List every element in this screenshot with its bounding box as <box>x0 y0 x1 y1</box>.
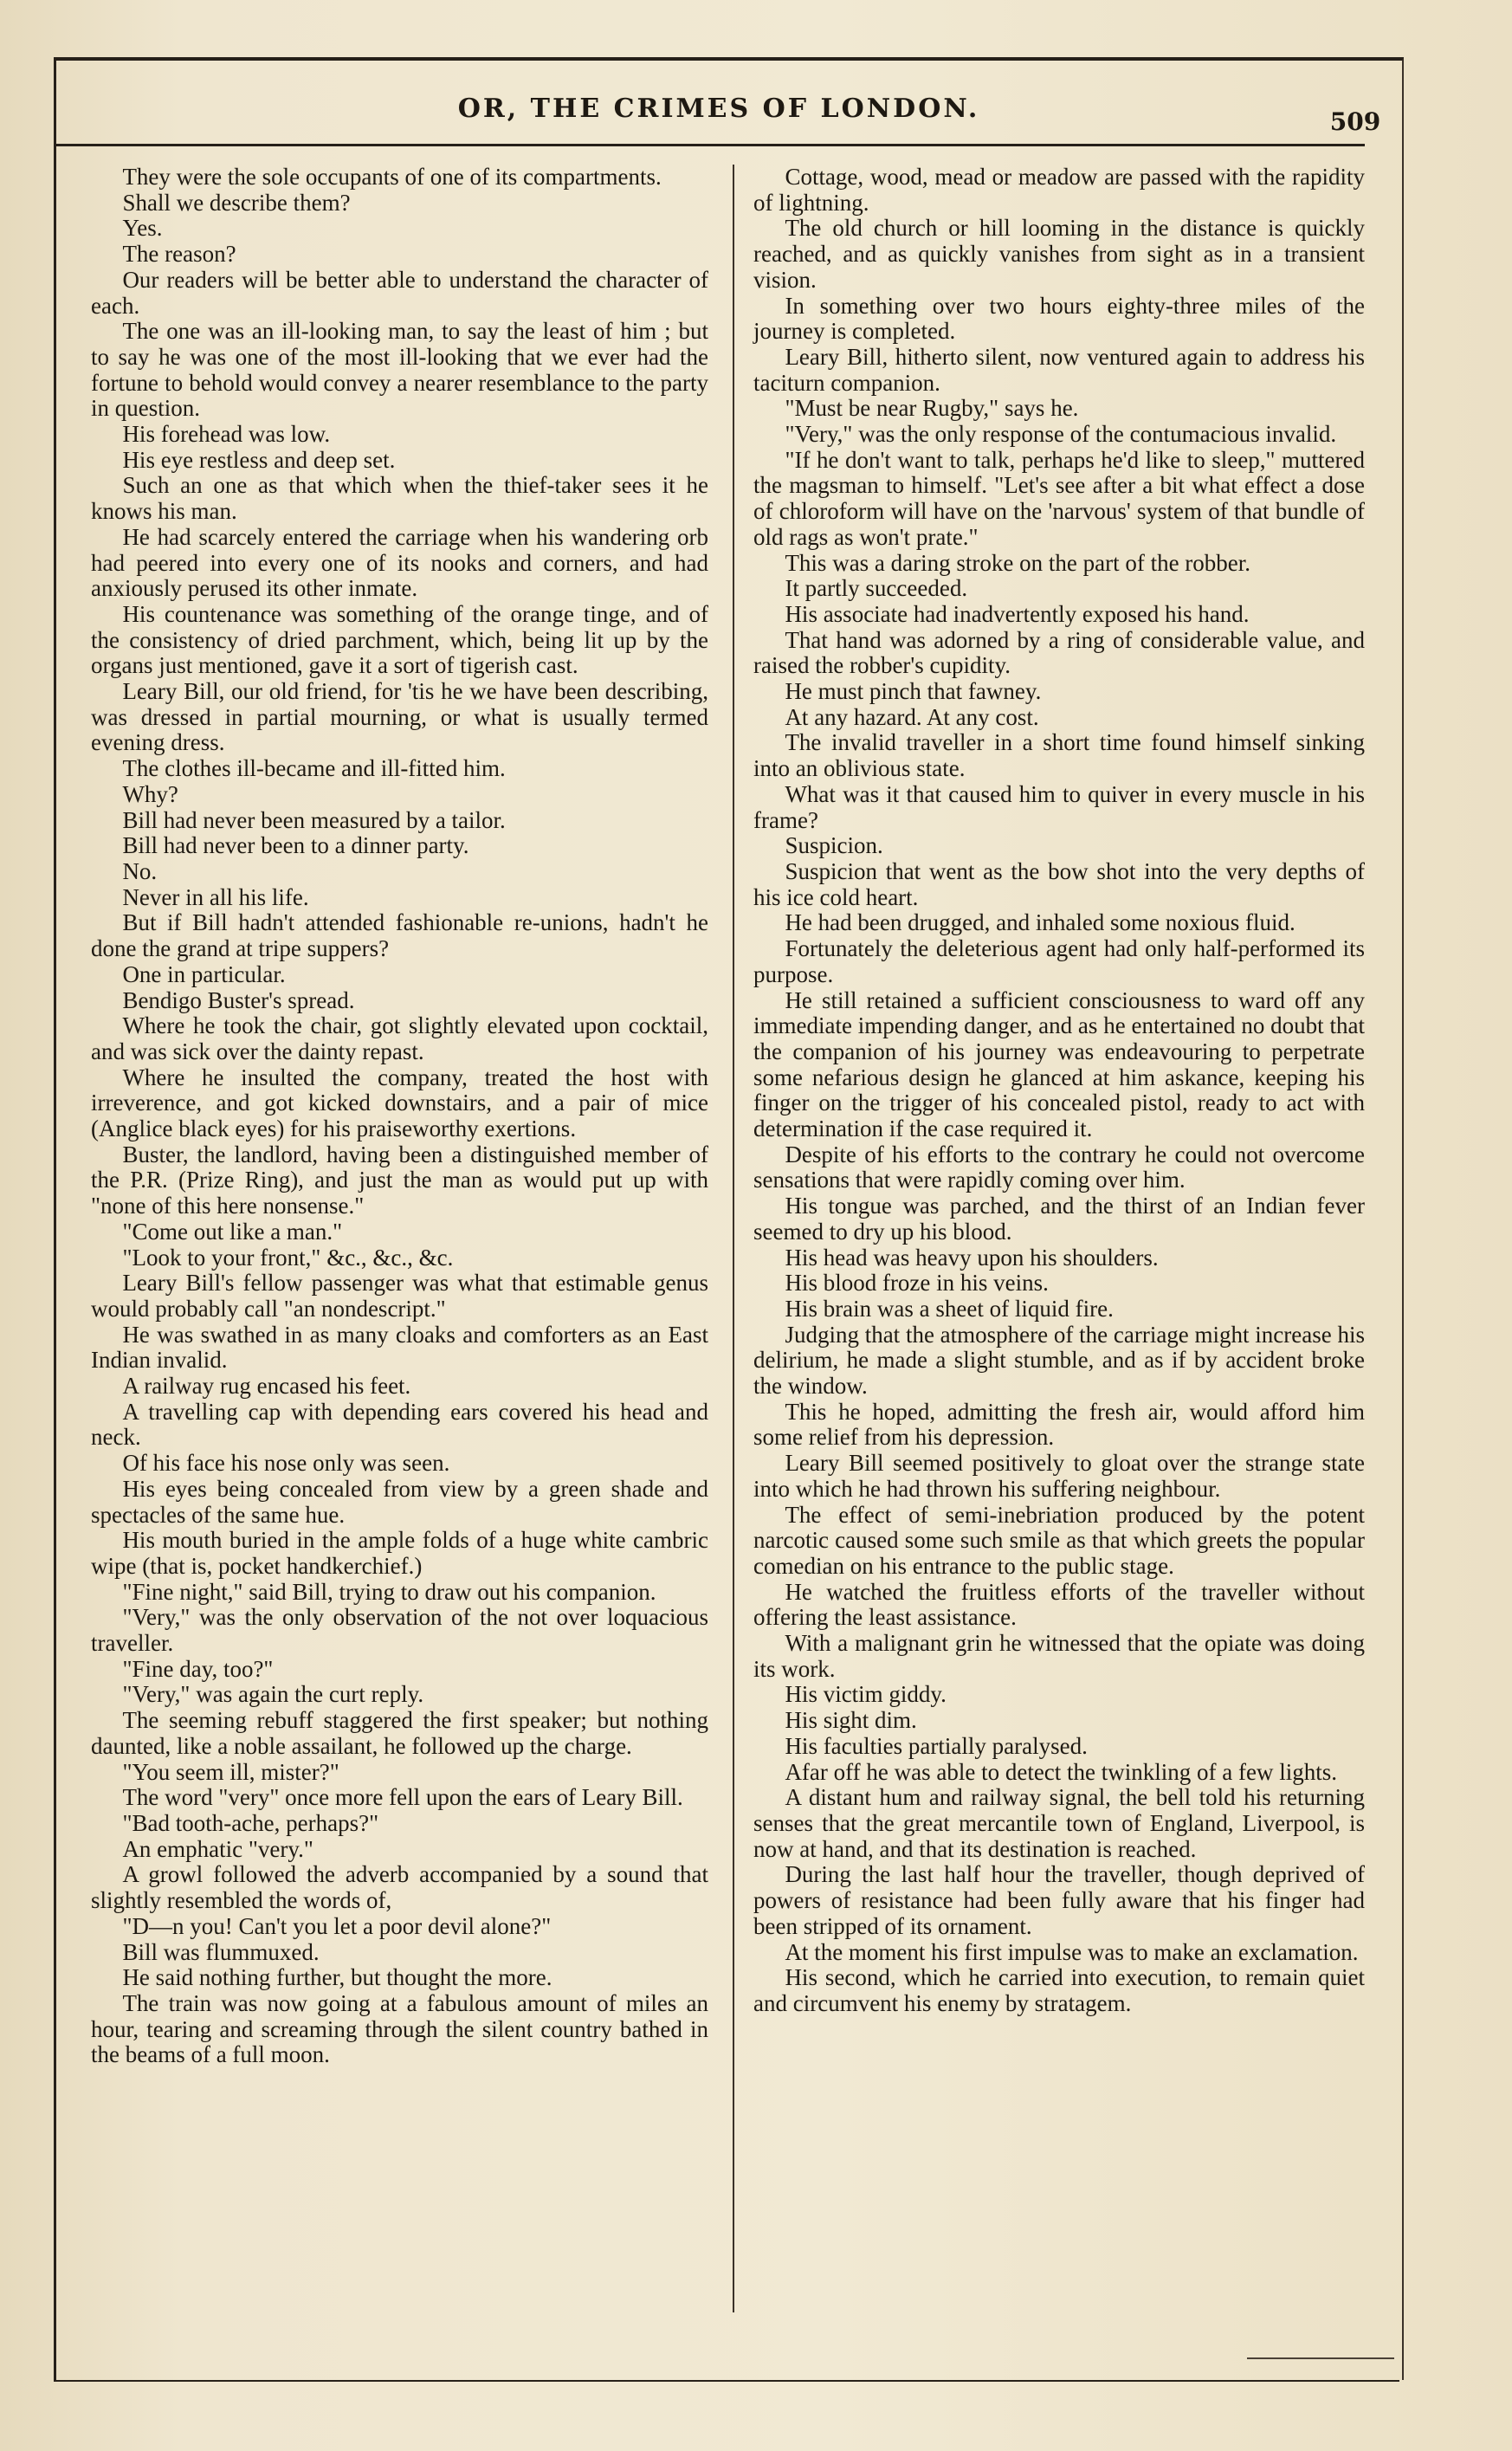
paragraph: One in particular. <box>122 960 286 987</box>
paragraph: His faculties partially paralysed. <box>785 1732 1088 1759</box>
paragraph: At the moment his first impulse was to make an exclamation. <box>785 1938 1359 1965</box>
paragraph: Never in all his life. <box>122 883 309 910</box>
paragraph: Why? <box>122 780 178 807</box>
header-rule <box>54 144 1365 146</box>
paragraph: Shall we describe them? <box>122 189 351 216</box>
paragraph: But if Bill hadn't attended fashionable re-unions, hadn't he done the grand at tripe suppers? <box>91 909 708 962</box>
paragraph: Leary Bill, our old friend, for 'tis he we have been describing, was dressed in partial mourning, or what is usually termed evening dress. <box>91 678 708 756</box>
paragraph: Despite of his efforts to the contrary he could not overcome sensations that were rapidly coming over him. <box>753 1141 1365 1193</box>
paragraph: "D—n you! Can't you let a poor devil alone?" <box>122 1912 552 1939</box>
paragraph: "Very," was again the curt reply. <box>122 1681 424 1708</box>
paragraph: His eye restless and deep set. <box>122 446 396 473</box>
paragraph: Cottage, wood, mead or meadow are passed with the rapidity of lightning. <box>753 164 1365 216</box>
running-title: OR, THE CRIMES OF LONDON. <box>457 94 980 124</box>
paragraph: He had been drugged, and inhaled some noxious fluid. <box>785 909 1296 936</box>
paragraph: No. <box>122 857 158 884</box>
paragraph: "Bad tooth-ache, perhaps?" <box>122 1810 379 1836</box>
paragraph: The effect of semi-inebriation produced by the potent narcotic caused some such smile as that which greets the popular comedian on his entrance to the public stage. <box>753 1501 1365 1579</box>
paragraph: Fortunately the deleterious agent had only half-performed its purpose. <box>753 935 1365 987</box>
paragraph: This he hoped, admitting the fresh air, would afford him some relief from his depression. <box>753 1398 1365 1451</box>
paragraph: "Look to your front," &c., &c., &c. <box>122 1244 454 1271</box>
paragraph: Where he took the chair, got slightly elevated upon cocktail, and was sick over the dainty repast. <box>91 1012 708 1064</box>
paragraph: "Very," was the only response of the contumacious invalid. <box>785 421 1337 448</box>
paragraph: Suspicion. <box>785 832 883 859</box>
paragraph: Judging that the atmosphere of the carriage might increase his delirium, he made a slight stumble, and as if by accident broke the window. <box>753 1321 1365 1400</box>
paragraph: Bill was flummuxed. <box>122 1938 320 1965</box>
paragraph: The seeming rebuff staggered the first speaker; but nothing daunted, like a noble assailant, he followed up the charge. <box>91 1707 708 1759</box>
paragraph: His second, which he carried into execution, to remain quiet and circumvent his enemy by stratagem. <box>753 1964 1365 2016</box>
paragraph: A travelling cap with depending ears covered his head and neck. <box>91 1398 708 1451</box>
paragraph: "You seem ill, mister?" <box>122 1758 339 1785</box>
left-column <box>91 165 708 2068</box>
paragraph: At any hazard. At any cost. <box>785 703 1039 730</box>
paragraph: He watched the fruitless efforts of the traveller without offering the least assistance. <box>753 1578 1365 1631</box>
paragraph: Yes. <box>122 215 163 242</box>
paragraph: His mouth buried in the ample folds of a huge white cambric wipe (that is, pocket handkerchief.) <box>91 1527 708 1579</box>
paragraph: The reason? <box>122 241 236 268</box>
paragraph: In something over two hours eighty-three miles of the journey is completed. <box>753 292 1365 345</box>
paragraph: A distant hum and railway signal, the bell told his returning senses that the great mercantile town of England, Liverpool, is now at hand, and that its destination is reached. <box>753 1784 1365 1862</box>
paragraph: A railway rug encased his feet. <box>122 1373 411 1400</box>
paragraph: Our readers will be better able to understand the character of each. <box>91 266 708 319</box>
paragraph: He had scarcely entered the carriage when his wandering orb had peered into every one of its nooks and corners, and had anxiously perused its other inmate. <box>91 523 708 602</box>
paragraph: Buster, the landlord, having been a distinguished member of the P.R. (Prize Ring), and just the man as would put up with "none of this here nonsense." <box>91 1141 708 1219</box>
paragraph: This was a daring stroke on the part of the robber. <box>785 549 1251 576</box>
paragraph: "Very," was the only observation of the not over loquacious traveller. <box>91 1604 708 1657</box>
paragraph: The one was an ill-looking man, to say the least of him ; but to say he was one of the most ill-looking that we ever had the fortune to behold would convey a nearer resemblance to the party in question. <box>91 318 708 422</box>
paragraph: His brain was a sheet of liquid fire. <box>785 1295 1114 1322</box>
paragraph: What was it that caused him to quiver in every muscle in his frame? <box>753 780 1365 833</box>
paragraph: "Must be near Rugby," says he. <box>785 395 1079 422</box>
paragraph: That hand was adorned by a ring of considerable value, and raised the robber's cupidity. <box>753 626 1365 679</box>
paragraph: He said nothing further, but thought the more. <box>122 1964 552 1991</box>
paragraph: He must pinch that fawney. <box>785 678 1042 705</box>
paragraph: His blood froze in his veins. <box>785 1270 1049 1297</box>
column-divider <box>733 165 734 2312</box>
paragraph: Leary Bill seemed positively to gloat over the strange state into which he had thrown his suffering neighbour. <box>753 1450 1365 1502</box>
paragraph: A growl followed the adverb accompanied by a sound that slightly resembled the words of, <box>91 1861 708 1914</box>
paragraph: "Come out like a man." <box>122 1218 343 1245</box>
paragraph: An emphatic "very." <box>122 1835 313 1862</box>
paragraph: Such an one as that which when the thief-taker sees it he knows his man. <box>91 472 708 525</box>
paragraph: His sight dim. <box>785 1707 917 1734</box>
paragraph: During the last half hour the traveller, though deprived of powers of resistance had been fully aware that his finger had been stripped of its ornament. <box>753 1861 1365 1939</box>
paragraph: His forehead was low. <box>122 421 331 448</box>
paragraph: The old church or hill looming in the distance is quickly reached, and as quickly vanishes from sight as in a transient vision. <box>753 215 1365 293</box>
paragraph: The clothes ill-became and ill-fitted him. <box>122 755 506 782</box>
paragraph: He still retained a sufficient consciousness to ward off any immediate impending danger, and as he entertained no doubt that the companion of his journey was endeavouring to perpetrate some nefarious design he glanced at him askance, keeping his finger on the trigger of his concealed pistol, ready to act with determination if the case required it. <box>753 986 1365 1142</box>
paragraph: They were the sole occupants of one of its compartments. <box>122 164 662 190</box>
paragraph: Bill had never been measured by a tailor. <box>122 806 506 833</box>
paragraph: He was swathed in as many cloaks and comforters as an East Indian invalid. <box>91 1321 708 1374</box>
paragraph: His associate had inadvertently exposed his hand. <box>785 600 1250 627</box>
page-number: 509 <box>1329 107 1381 136</box>
paragraph: Where he insulted the company, treated the host with irreverence, and got kicked downstairs, and a pair of mice (Anglice black eyes) for his praiseworthy exertions. <box>91 1064 708 1142</box>
bottom-rule-short <box>1247 2357 1394 2359</box>
paragraph: His eyes being concealed from view by a green shade and spectacles of the same hue. <box>91 1475 708 1528</box>
paragraph: The word "very" once more fell upon the ears of Leary Bill. <box>122 1784 683 1811</box>
paragraph: "Fine day, too?" <box>122 1655 274 1682</box>
paragraph: Leary Bill's fellow passenger was what that estimable genus would probably call "an nondescript." <box>91 1270 708 1322</box>
paragraph: With a malignant grin he witnessed that the opiate was doing its work. <box>753 1630 1365 1682</box>
paragraph: Afar off he was able to detect the twinkling of a few lights. <box>785 1758 1337 1785</box>
paragraph: It partly succeeded. <box>785 575 968 602</box>
right-column <box>753 165 1365 2017</box>
paragraph: "If he don't want to talk, perhaps he'd like to sleep," muttered the magsman to himself. "Let's see after a bit what effect a dose of chloroform will have on the 'narvous' system of that bundle of old rags as won't prate." <box>753 446 1365 550</box>
paragraph: Leary Bill, hitherto silent, now ventured again to address his taciturn companion. <box>753 343 1365 396</box>
paragraph: The invalid traveller in a short time found himself sinking into an oblivious state. <box>753 729 1365 782</box>
paragraph: "Fine night," said Bill, trying to draw out his companion. <box>122 1578 656 1605</box>
paragraph: His tongue was parched, and the thirst of an Indian fever seemed to dry up his blood. <box>753 1193 1365 1245</box>
paragraph: The train was now going at a fabulous amount of miles an hour, tearing and screaming through the silent country bathed in the beams of a full moon. <box>91 1989 708 2068</box>
paragraph: Bill had never been to a dinner party. <box>122 832 469 859</box>
paragraph: His victim giddy. <box>785 1681 947 1708</box>
paragraph: Suspicion that went as the bow shot into the very depths of his ice cold heart. <box>753 857 1365 910</box>
paragraph: Of his face his nose only was seen. <box>122 1450 450 1477</box>
paragraph: His countenance was something of the orange tinge, and of the consistency of dried parchment, which, being lit up by the organs just mentioned, gave it a sort of tigerish cast. <box>91 600 708 679</box>
paragraph: His head was heavy upon his shoulders. <box>785 1244 1159 1271</box>
bottom-rule <box>54 2380 1399 2382</box>
paragraph: Bendigo Buster's spread. <box>122 986 355 1013</box>
